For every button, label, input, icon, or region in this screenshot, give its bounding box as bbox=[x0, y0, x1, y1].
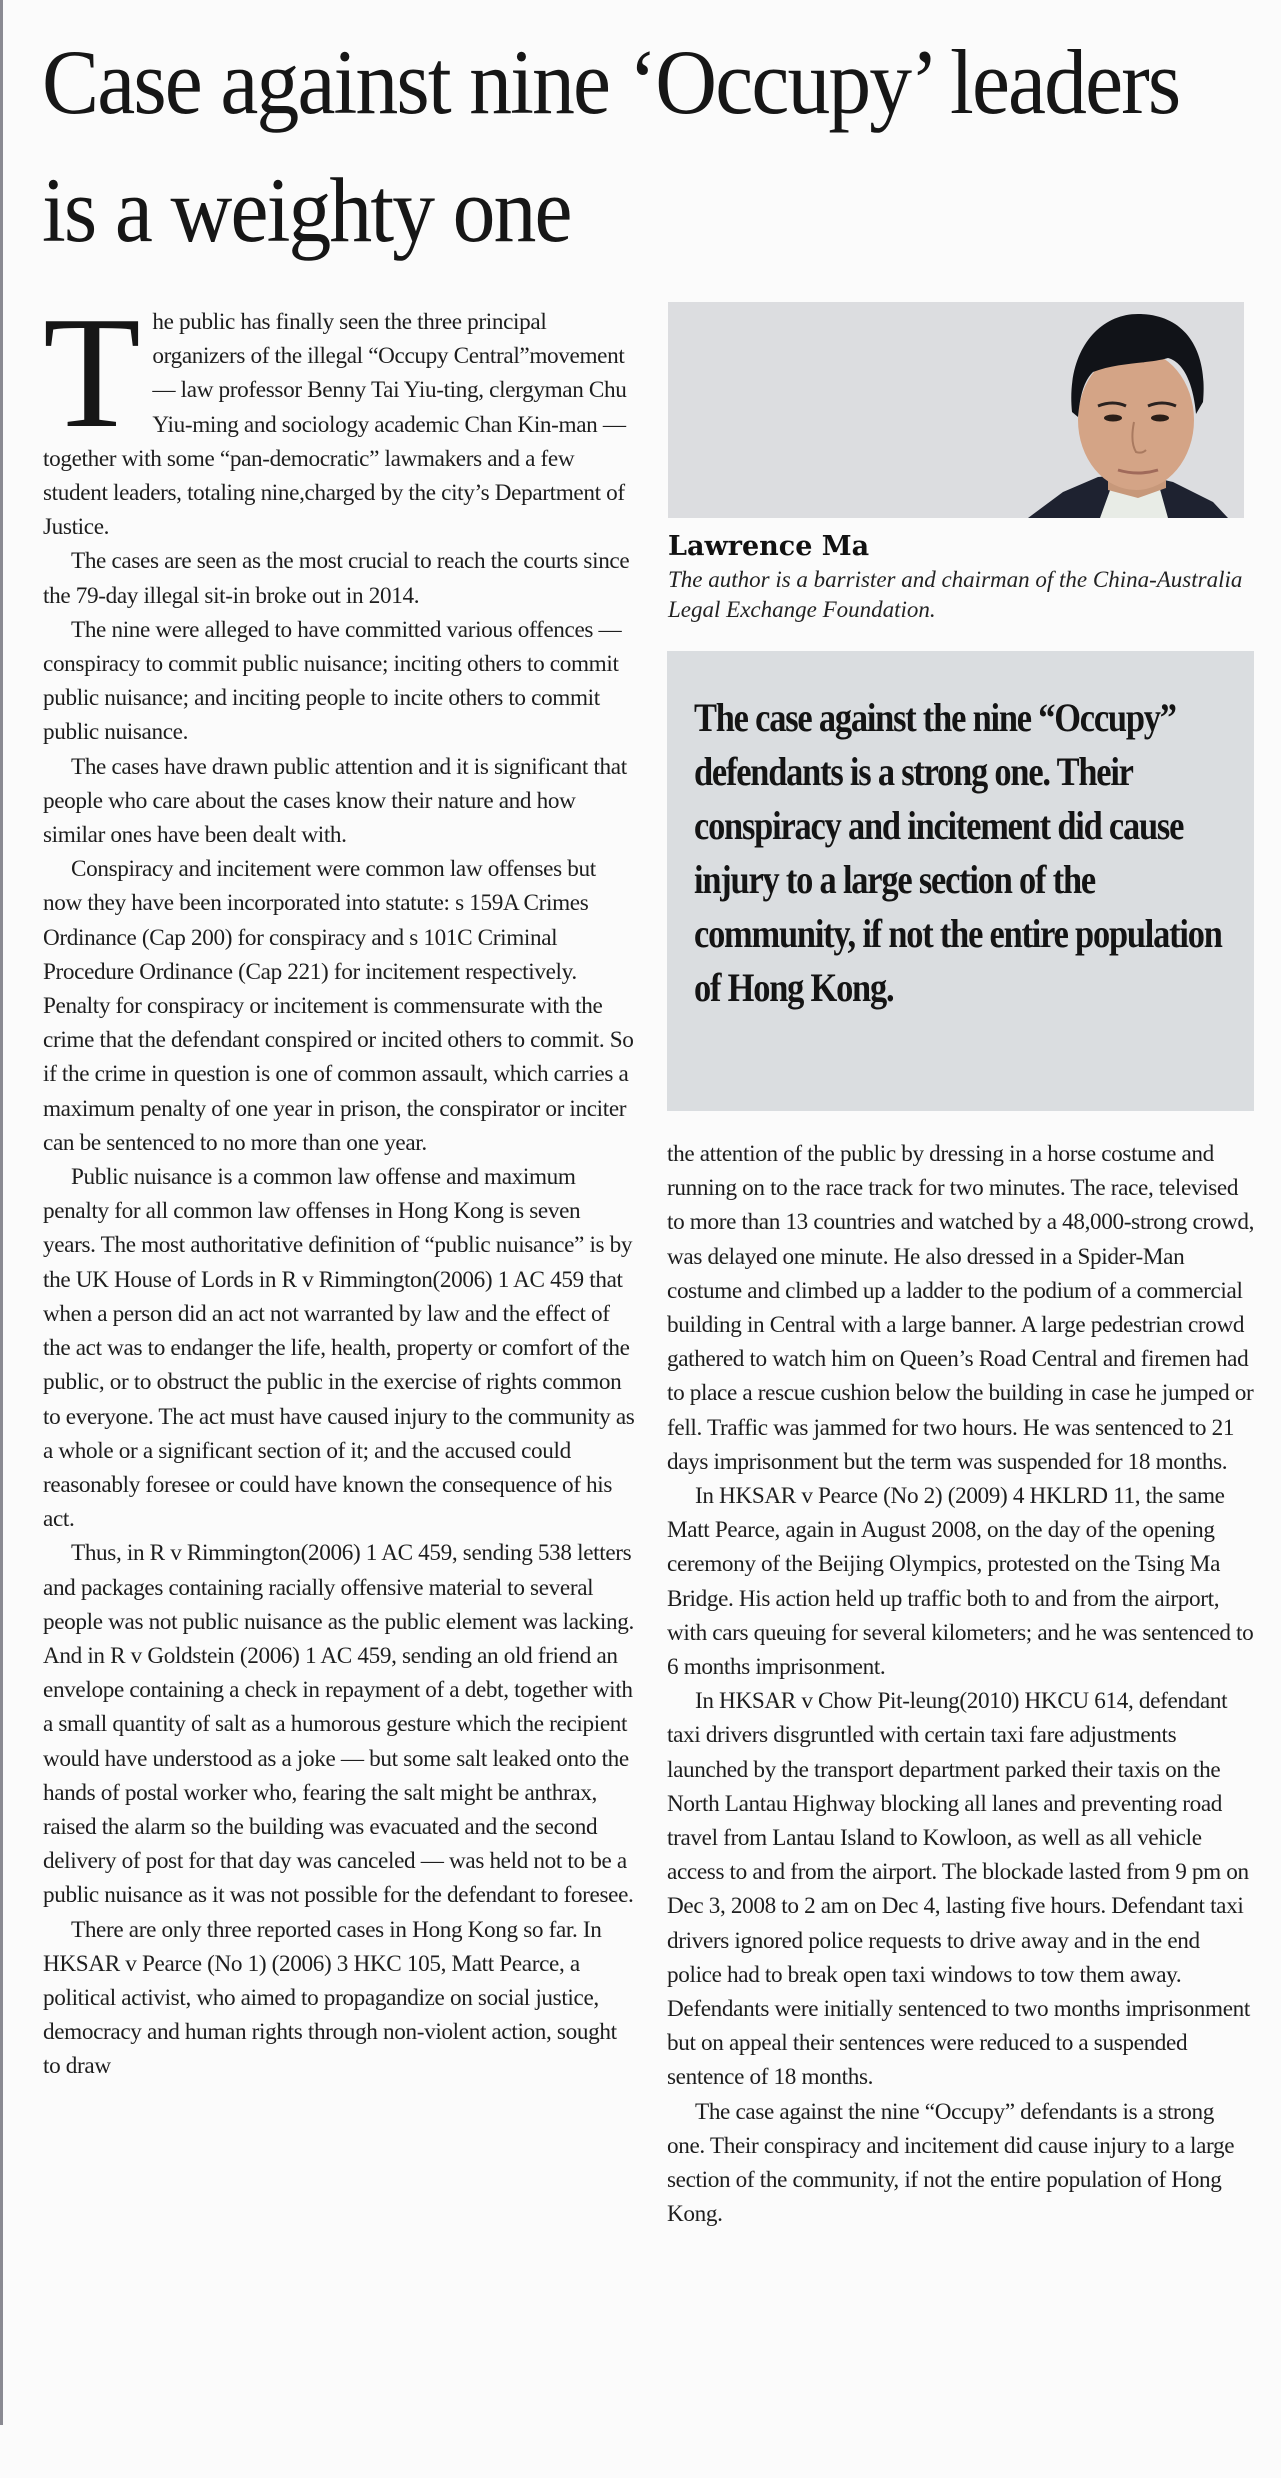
paragraph: The public has finally seen the three principal organizers of the illegal “Occupy Central”movement — law professor Benny Tai Yiu-ting, clergyman Chu Yiu-ming and sociology academic Chan Kin-man — together with some “pan-democratic” lawmakers and a few student leaders, totaling nine,charged by the city’s Department of Justice. bbox=[43, 283, 627, 541]
headline: Case against nine ‘Occupy’ leaders is a weighty one bbox=[42, 31, 1180, 261]
author-bio: The author is a barrister and chairman of the China-Australia Legal Exchange Foundation. bbox=[668, 567, 1243, 622]
paragraph: Thus, in R v Rimmington(2006) 1 AC 459, sending 538 letters and packages containing racially offensive material to several people was not public nuisance as the public element was lacking. And in R v Goldstein (2006) 1 AC 459, sending an old friend an envelope containing a check in repayment of a debt, together with a small quantity of salt as a humorous gesture which the recipient would have understood as a joke — but some salt leaked onto the hands of postal worker who, fearing the salt might be anthrax, raised the alarm so the building was evacuated and the second delivery of post for that day was canceled — was held not to be a public nuisance as it was not possible for the defendant to foresee. bbox=[43, 1540, 634, 1909]
pull-quote-text: The case against the nine “Occupy” defendants is a strong one. Their conspiracy and incitement did cause injury to a large section of the community, if not the entire population of Hong Kong. bbox=[694, 695, 1222, 1010]
paragraph: The nine were alleged to have committed various offences — conspiracy to commit public nuisance; inciting others to commit public nuisance; and inciting people to incite others to commit public nuisance. bbox=[43, 616, 622, 746]
paragraph: There are only three reported cases in Hong Kong so far. In HKSAR v Pearce (No 1) (2006) 3 HKC 105, Matt Pearce, a political activist, who aimed to propagandize on social justice, democracy and human rights through non-violent action, sought to draw bbox=[43, 1916, 617, 2080]
article-body-right-column bbox=[667, 1137, 1257, 2232]
page-edge-rule bbox=[0, 0, 3, 2425]
paragraph: The cases have drawn public attention and it is significant that people who care about the cases know their nature and how similar ones have been dealt with. bbox=[43, 753, 627, 849]
drop-cap: T bbox=[43, 283, 141, 461]
article-body-left-column bbox=[43, 283, 635, 2084]
paragraph: Public nuisance is a common law offense and maximum penalty for all common law offenses in Hong Kong is seven years. The most authoritative definition of “public nuisance” is by the UK House of Lords in R v Rimmington(2006) 1 AC 459 that when a person did an act not warranted by law and the effect of the act was to endanger the life, health, property or comfort of the public, or to obstruct the public in the exercise of rights common to everyone. The act must have caused injury to the community as a whole or a significant section of it; and the accused could reasonably foresee or could have known the consequence of his act. bbox=[43, 1164, 635, 1533]
paragraph: Conspiracy and incitement were common law offenses but now they have been incorporated into statute: s 159A Crimes Ordinance (Cap 200) for conspiracy and s 101C Criminal Procedure Ordinance (Cap 221) for incitement respectively. Penalty for conspiracy or incitement is commensurate with the crime that the defendant conspired or incited others to commit. So if the crime in question is one of common assault, which carries a maximum penalty of one year in prison, the conspirator or inciter can be sentenced to no more than one year. bbox=[43, 856, 634, 1156]
paragraph: In HKSAR v Pearce (No 2) (2009) 4 HKLRD 11, the same Matt Pearce, again in August 2008, on the day of the opening ceremony of the Beijing Olympics, protested on the Tsing Ma Bridge. His action held up traffic both to and from the airport, with cars queuing for several kilometers; and he was sentenced to 6 months imprisonment. bbox=[667, 1483, 1254, 1681]
paragraph: The cases are seen as the most crucial to reach the courts since the 79-day illegal sit-in broke out in 2014. bbox=[43, 548, 630, 609]
author-portrait-icon bbox=[668, 302, 1244, 518]
author-photo bbox=[668, 302, 1244, 518]
paragraph: the attention of the public by dressing in a horse costume and running on to the race track for two minutes. The race, televised to more than 13 countries and watched by a 48,000-strong crowd, was delayed one minute. He also dressed in a Spider-Man costume and climbed up a ladder to the podium of a commercial building in Central with a large banner. A large pedestrian crowd gathered to watch him on Queen’s Road Central and firemen had to place a rescue cushion below the building in case he jumped or fell. Traffic was jammed for two hours. He was sentenced to 21 days imprisonment but the term was suspended for 18 months. bbox=[667, 1141, 1255, 1475]
author-name: Lawrence Ma bbox=[668, 531, 870, 562]
paragraph: In HKSAR v Chow Pit-leung(2010) HKCU 614, defendant taxi drivers disgruntled with certain taxi fare adjustments launched by the transport department parked their taxis on the North Lantau Highway blocking all lanes and preventing road travel from Lantau Island to Kowloon, as well as all vehicle access to and from the airport. The blockade lasted from 9 pm on Dec 3, 2008 to 2 am on Dec 4, lasting five hours. Defendant taxi drivers ignored police requests to drive away and in the end police had to break open taxi windows to tow them away. Defendants were initially sentenced to two months imprisonment but on appeal their sentences were reduced to a suspended sentence of 18 months. bbox=[667, 1688, 1250, 2091]
pull-quote-box bbox=[667, 651, 1254, 1111]
paragraph: The case against the nine “Occupy” defendants is a strong one. Their conspiracy and incitement did cause injury to a large section of the community, if not the entire population of Hong Kong. bbox=[667, 2098, 1235, 2228]
